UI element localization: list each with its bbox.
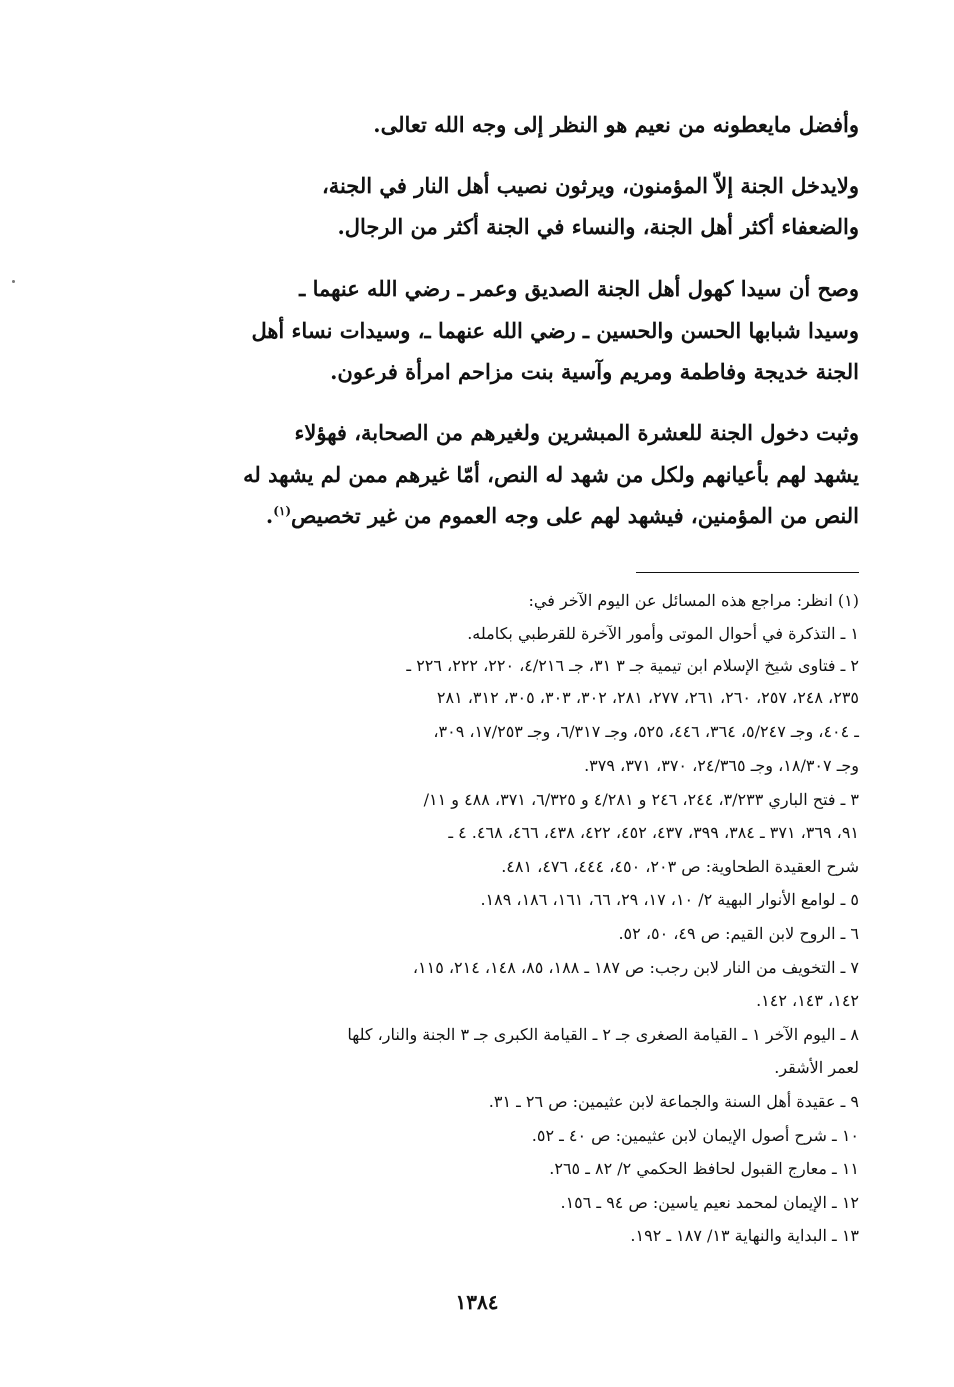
paragraph-3-line-1: وصح أن سيدا كهول أهل الجنة الصديق وعمر ـ رضي الله عنهما ـ xyxy=(299,276,859,301)
footnote-line-17: ١٠ ـ شرح أصول الإيمان لابن عثيمين: ص ٤٠ ـ ٥٢. xyxy=(531,1126,859,1145)
footnote-line-10: ٥ ـ لوامع الأنوار البهية ٢/ ١٠، ١٧، ٢٩، ٦٦، ١٦١، ١٨٦، ١٨٩. xyxy=(480,890,859,909)
footnote-line-18: ١١ ـ معارج القبول لحافظ الحكمي ٢/ ٨٢ ـ ٢٦٥. xyxy=(549,1159,859,1178)
footnote-line-8: ٩١، ٣٦٩، ٣٧١ ـ ٣٨٤، ٣٩٩، ٤٣٧، ٤٥٢، ٤٢٢، ٤٣٨، ٤٦٦، ٤٦٨. ٤ ـ xyxy=(448,823,859,842)
footnote-line-20: ١٣ ـ البداية والنهاية ١٣/ ١٨٧ ـ ١٩٢. xyxy=(630,1226,859,1245)
footnote-line-2: ١ ـ التذكرة في أحوال الموتى وأمور الآخرة للقرطبي بكامله. xyxy=(467,624,859,643)
paragraph-4-period: . xyxy=(265,503,274,528)
paragraph-4-line-3 xyxy=(266,503,859,528)
footnote-line-16: ٩ ـ عقيدة أهل السنة والجماعة لابن عثيمين: ص ٢٦ ـ ٣١. xyxy=(488,1092,859,1111)
paragraph-3-line-3: الجنة خديجة وفاطمة ومريم وآسية بنت مزاحم امرأة فرعون. xyxy=(330,359,859,384)
paragraph-3-line-2: وسيدا شبابها الحسن والحسين ـ رضي الله عنهما ـ، وسيدات نساء أهل xyxy=(251,318,859,343)
paragraph-4-line-2: يشهد لهم بأعيانهم ولكل من شهد له النص، أمّا غيرهم ممن لم يشهد له xyxy=(243,462,859,487)
footnote-line-13: ١٤٢، ١٤٣، ١٤٢. xyxy=(756,991,859,1010)
paragraph-4-line-3-text: النص من المؤمنين، فيشهد لهم على وجه العموم من غير تخصيص xyxy=(291,503,859,528)
paragraph-2-line-1: ولايدخل الجنة إلاّ المؤمنون، ويرثون نصيب أهل النار في الجنة، xyxy=(321,173,859,198)
footnote-line-6: وجـ ١٨/٣٠٧، وجـ ٢٤/٣٦٥، ٣٧٠، ٣٧١، ٣٧٩. xyxy=(584,756,859,775)
paragraph-4-line-1: وثبت دخول الجنة للعشرة المبشرين ولغيرهم من الصحابة، فهؤلاء xyxy=(294,420,859,445)
footnote-reference: (١) xyxy=(273,504,292,518)
footnote-line-12: ٧ ـ التخويف من النار لابن رجب: ص ١٨٧ ـ ١٨٨، ٨٥، ١٤٨، ٢١٤، ١١٥، xyxy=(412,958,859,977)
footnote-line-19: ١٢ ـ الإيمان لمحمد نعيم ياسين: ص ٩٤ ـ ١٥٦. xyxy=(560,1193,859,1212)
footnote-line-3: ٢ ـ فتاوى شيخ الإسلام ابن تيمية جـ ٣ ٣١، جـ ٤/٢١٦، ٢٢٠، ٢٢٢، ٢٢٦ ـ xyxy=(406,656,859,675)
footnote-separator xyxy=(636,572,859,573)
page-number: ١٣٨٤ xyxy=(455,1290,499,1314)
footnote-line-5: ـ ٤٠٤، وجـ ٥/٢٤٧، ٣٦٤، ٤٤٦، ٥٢٥، وجـ ٦/٣١٧، وجـ ١٧/٢٥٣، ٣٠٩، xyxy=(433,722,859,741)
footnote-line-1: (١) انظر: مراجع هذه المسائل عن اليوم الآخر في: xyxy=(528,591,859,610)
footnote-line-14: ٨ ـ اليوم الآخر ١ ـ القيامة الصغرى جـ ٢ ـ القيامة الكبرى جـ ٣ الجنة والنار، كلها xyxy=(347,1025,859,1044)
footnote-line-4: ٢٣٥، ٢٤٨، ٢٥٧، ٢٦٠، ٢٦١، ٢٧٧، ٢٨١، ٣٠٢، ٣٠٣، ٣٠٥، ٣١٢، ٢٨١ xyxy=(436,688,859,707)
paragraph-1-line-1: وأفضل مايعطونه من نعيم هو النظر إلى وجه الله تعالى. xyxy=(373,112,859,137)
footnote-line-11: ٦ ـ الروح لابن القيم: ص ٤٩، ٥٠، ٥٢. xyxy=(618,924,859,943)
margin-mark xyxy=(12,280,15,283)
footnote-line-15: لعمر الأشقر. xyxy=(774,1058,859,1077)
footnote-line-9: شرح العقيدة الطحاوية: ص ٢٠٣، ٤٥٠، ٤٤٤، ٤٧٦، ٤٨١. xyxy=(501,857,859,876)
footnote-line-7: ٣ ـ فتح الباري ٣/٢٣٣، ٢٤٤، ٢٤٦ و ٤/٢٨١ و ٦/٣٢٥، ٣٧١، ٤٨٨ و ١١/ xyxy=(423,790,859,809)
paragraph-2-line-2: والضعفاء أكثر أهل الجنة، والنساء في الجنة أكثر من الرجال. xyxy=(337,214,859,239)
